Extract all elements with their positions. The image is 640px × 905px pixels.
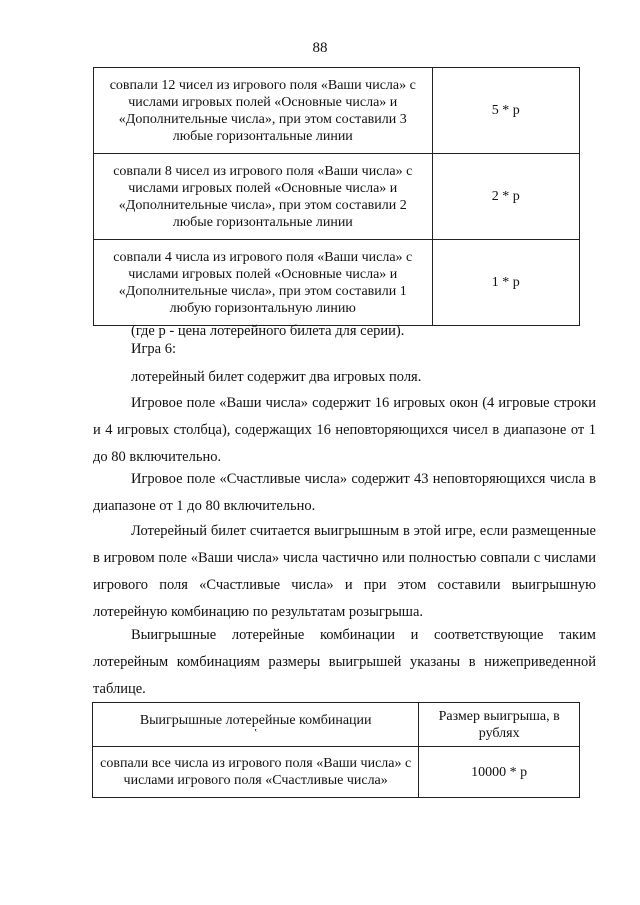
paragraph-table-intro: Выигрышные лотерейные комбинации и соответствующие таким лотерейным комбинациям размеры выигрышей указаны в нижеприведенной таблице. (93, 627, 596, 697)
page-number: 88 (312, 40, 328, 56)
prize-cell: 5 * р (432, 68, 579, 154)
paragraph-fields: лотерейный билет содержит два игровых поля. (131, 369, 422, 385)
table-row (94, 154, 580, 240)
prize-cell: 1 * р (432, 240, 579, 326)
table-row (93, 747, 580, 798)
game-title: Игра 6: (131, 341, 177, 357)
combination-cell: совпали все числа из игрового поля «Ваши числа» с числами игрового поля «Счастливые числа» (93, 747, 419, 798)
prize-table-continued (93, 67, 580, 326)
prize-cell: 2 * р (432, 154, 579, 240)
combination-cell: совпали 8 чисел из игрового поля «Ваши числа» с числами игровых полей «Основные числа» и «Дополнительные числа», при этом составили 2 любые горизонтальные линии (94, 154, 433, 240)
combination-cell: совпали 4 числа из игрового поля «Ваши числа» с числами игровых полей «Основные числа» и «Дополнительные числа», при этом составили 1 любую горизонтальную линию (94, 240, 433, 326)
header-prize: Размер выигрыша, в рублях (419, 703, 580, 747)
combination-cell: совпали 12 чисел из игрового поля «Ваши числа» с числами игровых полей «Основные числа» и «Дополнительные числа», при этом составили 3 любые горизонтальные линии (94, 68, 433, 154)
header-combination (93, 703, 419, 747)
paragraph-lucky-numbers: Игровое поле «Счастливые числа» содержит 43 неповторяющихся числа в диапазоне от 1 до 80 включительно. (93, 471, 596, 514)
paragraph-winning-rule: Лотерейный билет считается выигрышным в этой игре, если размещенные в игровом поле «Ваши числа» числа частично или полностью совпали с числами игрового поля «Счастливые числа» и при этом составили выигрышную лотерейную комбинацию по результатам розыгрыша. (93, 523, 596, 620)
price-note: (где р - цена лотерейного билета для серии). (131, 323, 405, 339)
table-row (94, 68, 580, 154)
stray-mark: ʽ (253, 727, 258, 739)
prize-cell: 10000 * р (419, 747, 580, 798)
paragraph-your-numbers: Игровое поле «Ваши числа» содержит 16 игровых окон (4 игровые строки и 4 игровых столбца), содержащих 16 неповторяющихся чисел в диапазоне от 1 до 80 включительно. (93, 395, 596, 465)
header-combination-label: Выигрышные лотерейные комбинации (139, 713, 372, 728)
table-header-row (93, 703, 580, 747)
table-row (94, 240, 580, 326)
prize-table-game6 (92, 702, 580, 798)
